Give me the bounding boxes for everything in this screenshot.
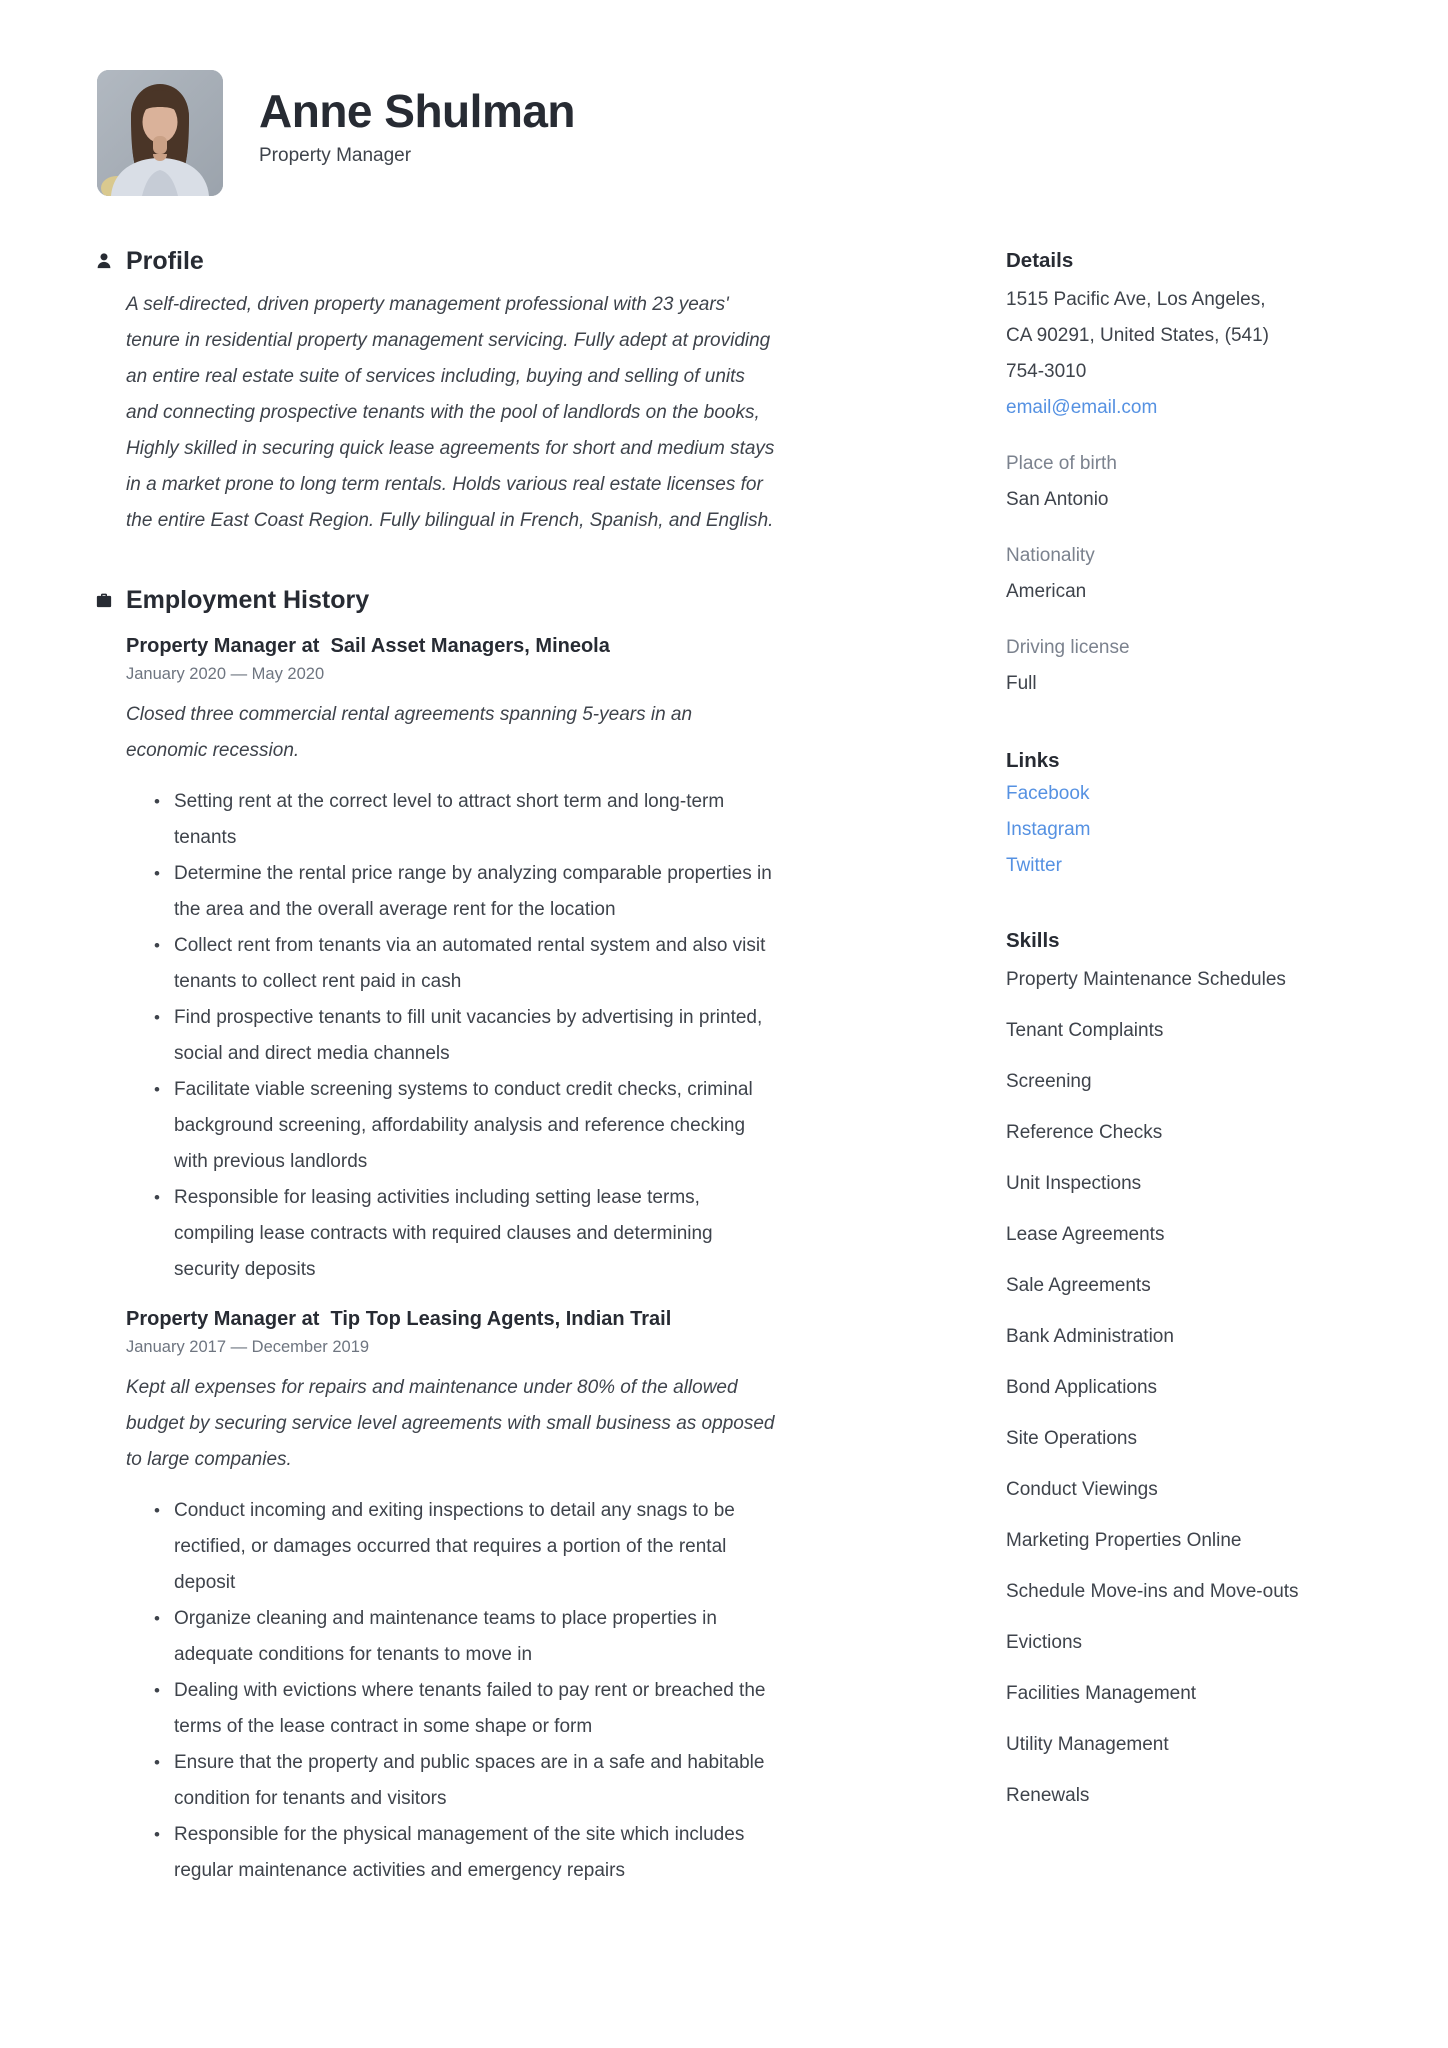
social-link[interactable]: Facebook xyxy=(1006,783,1090,804)
job-summary: Kept all expenses for repairs and maintenance under 80% of the allowed budget by securing service level agreements with small business as opposed to large companies. xyxy=(126,1377,775,1470)
job-bullet: • Organize cleaning and maintenance teams to place properties in adequate conditions for tenants to move in xyxy=(154,1601,775,1673)
header-text-block xyxy=(259,70,575,196)
profile-heading xyxy=(95,246,775,276)
skill-item: Site Operations xyxy=(1006,1428,1137,1449)
fact-value: American xyxy=(1006,581,1087,602)
briefcase-icon xyxy=(95,591,113,609)
fact-item xyxy=(1006,538,1306,610)
employment-heading-label: Employment History xyxy=(126,586,370,614)
skill-item: Conduct Viewings xyxy=(1006,1479,1158,1500)
profile-section xyxy=(95,246,775,539)
job-bullet-list xyxy=(126,1493,775,1889)
skill-item: Marketing Properties Online xyxy=(1006,1530,1242,1551)
skill-item: Schedule Move-ins and Move-outs xyxy=(1006,1581,1299,1602)
address-line: 1515 Pacific Ave, Los Angeles, xyxy=(1006,289,1266,310)
fact-item xyxy=(1006,446,1306,518)
social-link[interactable]: Twitter xyxy=(1006,855,1062,876)
profile-heading-label: Profile xyxy=(126,247,204,275)
job-bullet: • Conduct incoming and exiting inspections to detail any snags to be rectified, or damages occurred that requires a portion of the rental deposit xyxy=(154,1493,775,1601)
job-bullet: • Setting rent at the correct level to attract short term and long-term tenants xyxy=(154,784,775,856)
job-title: Property Manager at Sail Asset Managers, Mineola xyxy=(126,635,610,657)
skills-list xyxy=(1006,962,1306,1814)
person-name: Anne Shulman xyxy=(259,85,576,137)
job-title: Property Manager at Tip Top Leasing Agents, Indian Trail xyxy=(126,1308,672,1330)
job-bullet: • Collect rent from tenants via an automated rental system and also visit tenants to collect rent paid in cash xyxy=(154,928,775,1000)
fact-label: Place of birth xyxy=(1006,453,1117,474)
resume-header xyxy=(0,0,1448,196)
skills-heading: Skills xyxy=(1006,929,1060,952)
details-heading: Details xyxy=(1006,249,1074,272)
social-link[interactable]: Instagram xyxy=(1006,819,1091,840)
email-link[interactable]: email@email.com xyxy=(1006,397,1158,418)
address-block xyxy=(1006,282,1306,390)
address-line: CA 90291, United States, (541) xyxy=(1006,325,1269,346)
facts-list xyxy=(1006,446,1306,702)
social-links-list xyxy=(1006,776,1306,884)
skill-item: Tenant Complaints xyxy=(1006,1020,1164,1041)
job-dates: January 2017 — December 2019 xyxy=(126,1338,370,1356)
job-bullet: • Responsible for leasing activities including setting lease terms, compiling lease contracts with required clauses and determining security deposits xyxy=(154,1180,775,1288)
job-bullet: • Determine the rental price range by analyzing comparable properties in the area and the overall average rent for the location xyxy=(154,856,775,928)
skill-item: Bond Applications xyxy=(1006,1377,1158,1398)
employment-section xyxy=(95,585,775,1889)
job-bullet: • Responsible for the physical management of the site which includes regular maintenance activities and emergency repairs xyxy=(154,1817,775,1889)
job-bullet-list xyxy=(126,784,775,1288)
person-icon xyxy=(95,252,113,270)
employment-heading xyxy=(95,585,775,615)
skill-item: Unit Inspections xyxy=(1006,1173,1142,1194)
fact-label: Driving license xyxy=(1006,637,1130,658)
job-entry xyxy=(126,1304,775,1889)
skill-item: Utility Management xyxy=(1006,1734,1169,1755)
fact-label: Nationality xyxy=(1006,545,1095,566)
skill-item: Screening xyxy=(1006,1071,1092,1092)
job-entry xyxy=(126,631,775,1288)
main-column xyxy=(95,246,775,1889)
person-job-title: Property Manager xyxy=(259,145,412,166)
skill-item: Renewals xyxy=(1006,1785,1090,1806)
skill-item: Sale Agreements xyxy=(1006,1275,1151,1296)
skill-item: Facilities Management xyxy=(1006,1683,1197,1704)
fact-item xyxy=(1006,630,1306,702)
job-list xyxy=(95,631,775,1889)
sidebar-column xyxy=(1006,246,1306,1829)
job-bullet: • Find prospective tenants to fill unit vacancies by advertising in printed, social and direct media channels xyxy=(154,1000,775,1072)
job-bullet: • Ensure that the property and public spaces are in a safe and habitable condition for tenants and visitors xyxy=(154,1745,775,1817)
content-columns xyxy=(95,246,1306,1889)
profile-text: A self-directed, driven property management professional with 23 years' tenure in residential property management servicing. Fully adept at providing an entire real estate suite of services including, buying and selling of units and connecting prospective tenants with the pool of landlords on the books, Highly skilled in securing quick lease agreements for short and medium stays in a market prone to long term rentals. Holds various real estate licenses for the entire East Coast Region. Fully bilingual in French, Spanish, and English. xyxy=(126,294,775,531)
job-bullet: • Dealing with evictions where tenants failed to pay rent or breached the terms of the lease contract in some shape or form xyxy=(154,1673,775,1745)
fact-value: San Antonio xyxy=(1006,489,1109,510)
links-heading: Links xyxy=(1006,749,1060,772)
skill-item: Lease Agreements xyxy=(1006,1224,1165,1245)
skill-item: Evictions xyxy=(1006,1632,1083,1653)
job-bullet: • Facilitate viable screening systems to conduct credit checks, criminal background screening, affordability analysis and reference checking with previous landlords xyxy=(154,1072,775,1180)
skill-item: Property Maintenance Schedules xyxy=(1006,969,1286,990)
profile-photo xyxy=(97,70,223,196)
address-line: 754-3010 xyxy=(1006,361,1087,382)
job-summary: Closed three commercial rental agreements spanning 5-years in an economic recession. xyxy=(126,704,693,761)
skill-item: Bank Administration xyxy=(1006,1326,1174,1347)
job-dates: January 2020 — May 2020 xyxy=(126,665,325,683)
skill-item: Reference Checks xyxy=(1006,1122,1163,1143)
fact-value: Full xyxy=(1006,673,1037,694)
portrait-image xyxy=(97,70,223,196)
